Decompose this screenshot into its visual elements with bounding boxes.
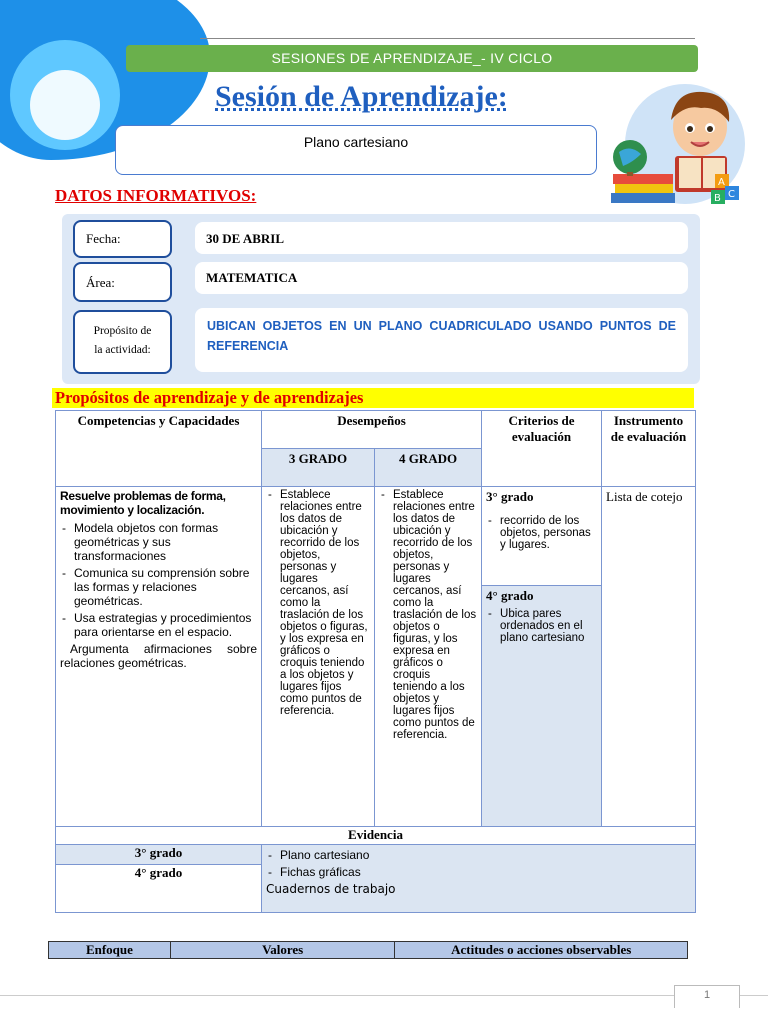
evidencia-3-grado: 3° grado bbox=[56, 845, 262, 865]
session-banner: SESIONES DE APRENDIZAJE_- IV CICLO bbox=[126, 45, 698, 72]
actitudes-header: Actitudes o acciones observables bbox=[395, 942, 688, 959]
evidencia-items-cell bbox=[262, 845, 696, 913]
criterio-4-title: 4° grado bbox=[486, 588, 534, 603]
subject-box bbox=[115, 125, 597, 175]
competencia-title: Resuelve problemas de forma, movimiento y localización. bbox=[60, 489, 226, 517]
enfoque-header: Enfoque bbox=[49, 942, 171, 959]
criterio-3-item: - recorrido de los objetos, personas y lugares. bbox=[486, 515, 597, 551]
criterio-3-title: 3° grado bbox=[486, 489, 534, 504]
fecha-value: 30 DE ABRIL bbox=[206, 231, 285, 246]
capacidad-item: - Modela objetos con formas geométricas y sus transformaciones bbox=[60, 521, 257, 563]
desempeno-4-cell bbox=[375, 487, 482, 827]
propositos-table bbox=[55, 410, 696, 913]
desempeno-4: - Establece relaciones entre los datos de ubicación y recorrido de los objetos, personas y lugares cercanos, así como la traslación de los objetos o figuras, y los expresa en gráficos o croquis teniendo a los objetos y lugares fijos como puntos de referencia. bbox=[379, 489, 477, 741]
capacidad-item: - Usa estrategias y procedimientos para orientarse en el espacio. bbox=[60, 611, 257, 639]
header-desempenos: Desempeños bbox=[262, 411, 482, 449]
proposito-value: UBICAN OBJETOS EN UN PLANO CUADRICULADO USANDO PUNTOS DE REFERENCIA bbox=[207, 319, 676, 353]
propositos-heading-bar bbox=[52, 388, 694, 408]
header-criterios: Criterios de evaluación bbox=[482, 411, 602, 487]
fecha-value-box bbox=[195, 222, 688, 254]
criterio-3-cell bbox=[482, 487, 602, 586]
proposito-value-box bbox=[195, 308, 688, 372]
fecha-label-box bbox=[73, 220, 172, 258]
fecha-label: Fecha: bbox=[86, 231, 121, 246]
evidencia-item: - Fichas gráficas bbox=[266, 865, 691, 879]
criterio-4-cell bbox=[482, 586, 602, 827]
capacidad-extra: Argumenta afirmaciones sobre relaciones geométricas. bbox=[60, 642, 257, 670]
enfoque-table bbox=[48, 941, 688, 959]
instrumento-cell bbox=[602, 487, 696, 827]
propositos-heading: Propósitos de aprendizaje y de aprendizajes bbox=[55, 388, 364, 407]
proposito-label-line1: Propósito de bbox=[93, 325, 152, 337]
proposito-label-box bbox=[73, 310, 172, 374]
valores-header: Valores bbox=[170, 942, 395, 959]
page-number: 1 bbox=[674, 985, 740, 1008]
evidencia-item: - Plano cartesiano bbox=[266, 848, 691, 862]
competencias-cell bbox=[56, 487, 262, 827]
area-label: Área: bbox=[86, 275, 115, 290]
evidencia-4-grado: 4° grado bbox=[56, 865, 262, 913]
desempeno-3: - Establece relaciones entre los datos de ubicación y recorrido de los objetos, personas y lugares cercanos, así como la traslación de los objetos o figuras, y los expresa en gráficos o croquis teniendo a los objetos y lugares fijos como puntos de referencia. bbox=[266, 489, 370, 717]
evidencia-extra: Cuadernos de trabajo bbox=[266, 882, 396, 896]
header-instrumento: Instrumento de evaluación bbox=[602, 411, 696, 487]
criterio-4-item: - Ubica pares ordenados en el plano cartesiano bbox=[486, 608, 597, 644]
svg-text:C: C bbox=[728, 189, 735, 200]
area-label-box bbox=[73, 262, 172, 302]
header-competencias: Competencias y Capacidades bbox=[56, 411, 262, 487]
header-3-grado: 3 GRADO bbox=[262, 449, 375, 487]
header-4-grado: 4 GRADO bbox=[375, 449, 482, 487]
boy-reading-illustration bbox=[605, 82, 750, 212]
header-rule bbox=[200, 38, 695, 39]
area-value-box bbox=[195, 262, 688, 294]
page-title: Sesión de Aprendizaje: bbox=[215, 80, 508, 113]
datos-informativos-heading: DATOS INFORMATIVOS: bbox=[55, 186, 257, 205]
capacidades-list bbox=[60, 521, 257, 639]
instrumento-value: Lista de cotejo bbox=[606, 489, 683, 504]
svg-text:A: A bbox=[718, 177, 725, 188]
decorative-splash-hole bbox=[30, 70, 100, 140]
desempeno-3-cell bbox=[262, 487, 375, 827]
footer-rule bbox=[0, 995, 768, 996]
svg-text:B: B bbox=[714, 193, 721, 204]
subject-title: Plano cartesiano bbox=[303, 134, 409, 150]
proposito-label-line2: la actividad: bbox=[94, 344, 151, 356]
area-value: MATEMATICA bbox=[206, 270, 298, 285]
evidencia-heading: Evidencia bbox=[56, 827, 696, 845]
capacidad-item: - Comunica su comprensión sobre las formas y relaciones geométricas. bbox=[60, 566, 257, 608]
